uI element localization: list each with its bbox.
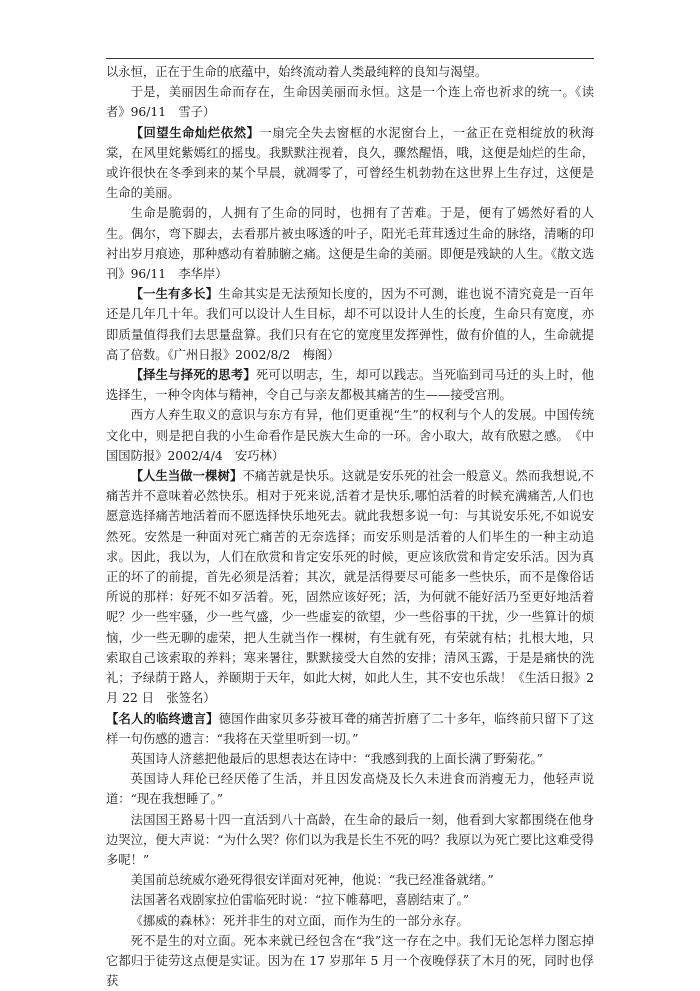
paragraph-text: 不痛苦就是快乐。这就是安乐死的社会一般意义。然而我想说,不痛苦并不意味着必然快乐。相对于死来说,活着才是快乐,哪怕活着的时候充满痛苦,人们也愿意选择痛苦地活着而不愿选择快乐地死去。就此我想多说一句：与其说安乐死,不如说安然死。安然是一种面对死亡痛苦的无奈选择；而安乐则是活着的人们毕生的一种主动追求。因此，我以为，人们在欣赏和肯定安乐死的时候，更应该欣赏和肯定安乐活。因为真正的坏了的前提，首先必须是活着；其次，就是活得要尽可能多一些快乐，而不是像俗话所说的那样：好死不如歹活着。死，固然应该好死；活，为何就不能好活乃至更好地活着呢？少一些牢骚，少一些气盛，少一些虚妄的欲望，少一些俗事的干扰，少一些算计的烦恼，少一些无聊的虚荣，把人生就当作一棵树，有生就有死，有荣就有枯；扎根大地，只索取自己该索取的养料；寒来暑往，默默接受大自然的安排；清风玉露，于是是痛快的洗礼；予绿荫于路人，养颐期于天年，如此大树，如此人生，其不安也乐哉！《生活日报》2 月 22 日 张签名） (106, 469, 594, 706)
paragraph-text: 《挪威的森林》：死并非生的对立面，而作为生的一部分永存。 (130, 913, 469, 928)
section-heading: 【一生有多长】 (130, 286, 219, 302)
paragraph (106, 82, 594, 122)
paragraph (106, 749, 594, 769)
paragraph-text: 以永恒，正在于生命的底蕴中，始终流动着人类最纯粹的良知与渴望。 (106, 65, 488, 79)
paragraph (106, 466, 594, 708)
paragraph-text: 一扇完全失去窗框的水泥窗台上，一盆正在竞相绽放的秋海棠，在风里姹紫嫣红的摇曳。我默默注视着，良久，骤然醒悟，哦，这便是灿烂的生命，或许很快在冬季到来的某个早晨，就凋零了，可曾经生机勃勃在这世界上生存过，这便是生命的美丽。 (106, 125, 594, 201)
paragraph-text: 德国作曲家贝多芬被耳聋的痛苦折磨了二十多年，临终前只留下了这样一句伤感的遗言：“我将在天堂里听到一切。” (106, 711, 594, 746)
paragraph (106, 890, 594, 910)
paragraph-text: 死不是生的对立面。死本来就已经包含在“我”这一存在之中。我们无论怎样力图忘掉它都归于徒劳这点便是实证。因为在 17 岁那年 5 月一个夜晚俘获了木月的死，同时也俘获 (106, 933, 594, 989)
paragraph-text: 于是，美丽因生命而存在，生命因美丽而永恒。这是一个连上帝也祈求的统一。《读者》96/11 雪子） (106, 85, 594, 120)
paragraph (106, 810, 594, 871)
header-rule (106, 58, 594, 59)
paragraph (106, 284, 594, 365)
paragraph (106, 870, 594, 890)
section-heading: 【名人的临终遗言】 (106, 710, 219, 726)
paragraph (106, 709, 594, 749)
paragraph-text: 英国诗人拜伦已经厌倦了生活，并且因发高烧及长久未进食而消瘦无力，他轻声说道：“现在我想睡了。” (106, 772, 594, 807)
paragraph (106, 931, 594, 991)
section-heading: 【人生当做一棵树】 (130, 468, 243, 484)
paragraph (106, 62, 594, 82)
paragraph-text: 英国诗人济慈把他最后的思想表达在诗中：“我感到我的上面长满了野菊花。” (130, 751, 543, 766)
paragraph-text: 西方人弃生取义的意识与东方有异，他们更重视“生”的权利与个人的发展。中国传统文化中，则是把自我的小生命看作是民族大生命的一环。舍小取大，故有欣慰之感。 《中国国防报》2002/4/4 安巧林） (106, 408, 594, 463)
paragraph (106, 405, 594, 466)
paragraph (106, 123, 594, 204)
section-heading: 【回望生命灿烂依然】 (130, 124, 260, 140)
paragraph (106, 203, 594, 284)
paragraph-text: 生命是脆弱的，人拥有了生命的同时，也拥有了苦难。于是，便有了嫣然好看的人生。偶尔，弯下脚去，去看那片被虫啄透的叶子，阳光毛茸茸透过生命的脉络，清晰的印衬出岁月痕迹，那种感动有着肺腑之痛。这便是生命的美丽。即便是残缺的人生。《散文选刊》96/11 李华岸） (106, 206, 594, 282)
paragraph-text: 生命其实是无法预知长度的，因为不可测，谁也说不清究竟是一百年还是几年几十年。我们可以设计人生目标，却不可以设计人生的长度，生命只有宽度，亦即质量值得我们去思量盘算。我们只有在它的宽度里发挥弹性，做有价值的人，生命就提高了倍数。《广州日报》2002/8/2 梅阁） (106, 287, 594, 362)
document-body (106, 62, 594, 991)
paragraph (106, 365, 594, 405)
section-heading: 【择生与择死的思考】 (130, 367, 256, 383)
paragraph (106, 911, 594, 931)
paragraph-text: 死可以明志，生，却可以践志。当死临到司马迁的头上时，他选择生，一种令肉体与精神，令自己与亲友都极其痛苦的生——接受宫刑。 (106, 368, 594, 403)
paragraph (106, 769, 594, 809)
paragraph-text: 法国国王路易十四一直活到八十高龄，在生命的最后一刻，他看到大家都围绕在他身边哭泣，便大声说：“为什么哭？你们以为我是长生不死的吗？我原以为死亡要比这难受得多呢！” (106, 812, 594, 867)
paragraph-text: 法国著名戏剧家拉伯雷临死时说：“拉下帷幕吧，喜剧结束了。” (130, 893, 470, 908)
paragraph-text: 美国前总统威尔逊死得很安详面对死神，他说：“我已经准备就绪。” (130, 873, 494, 888)
